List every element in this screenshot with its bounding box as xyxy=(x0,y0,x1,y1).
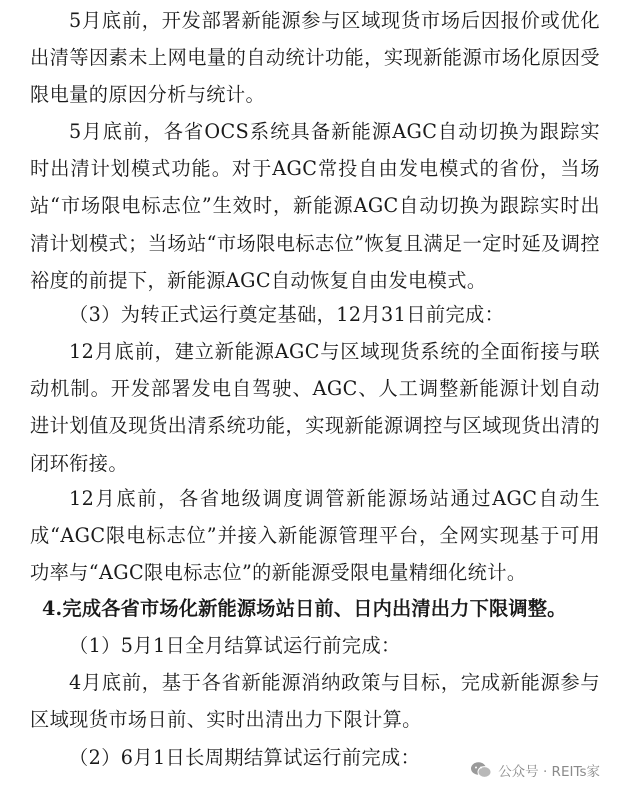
watermark xyxy=(466,758,604,782)
paragraph-section-3-heading: （3）为转正式运行奠定基础，12月31日前完成： xyxy=(69,303,505,326)
wechat-icon xyxy=(470,761,492,779)
watermark-text: 公众号 · REITs家 xyxy=(498,764,600,780)
paragraph-ocs-agc-switch: 5月底前，各省OCS系统具备新能源AGC自动切换为跟踪实时出清计划模式功能。对于AGC常投自由发电模式的省份，当场站“市场限电标志位”生效时，新能源AGC自动切换为跟踪实时出清计划模式；当场站“市场限电标志位”恢复且满足一定时延及调控裕度的前提下，新能源AGC自动恢复自由发电模式。 xyxy=(30,120,600,292)
paragraph-agc-linkage: 12月底前，建立新能源AGC与区域现货系统的全面衔接与联动机制。开发部署发电自驾驶、AGC、人工调整新能源计划自动进计划值及现货出清系统功能，实现新能源调控与区域现货出清的闭环衔接。 xyxy=(30,340,600,475)
paragraph-auto-statistics: 5月底前，开发部署新能源参与区域现货市场后因报价或优化出清等因素未上网电量的自动统计功能，实现新能源市场化原因受限电量的原因分析与统计。 xyxy=(30,9,600,107)
paragraph-lower-limit-calc: 4月底前，基于各省新能源消纳政策与目标，完成新能源参与区域现货市场日前、实时出清出力下限计算。 xyxy=(30,671,600,732)
paragraph-item-4-heading: 4.完成各省市场化新能源场站日前、日内出清出力下限调整。 xyxy=(42,597,567,620)
paragraph-subitem-2-heading: （2）6月1日长周期结算试运行前完成： xyxy=(69,746,421,769)
paragraph-agc-limit-flag: 12月底前，各省地级调度调管新能源场站通过AGC自动生成“AGC限电标志位”并接入新能源管理平台，全网实现基于可用功率与“AGC限电标志位”的新能源受限电量精细化统计。 xyxy=(30,487,600,585)
paragraph-subitem-1-heading: （1）5月1日全月结算试运行前完成： xyxy=(69,634,401,657)
